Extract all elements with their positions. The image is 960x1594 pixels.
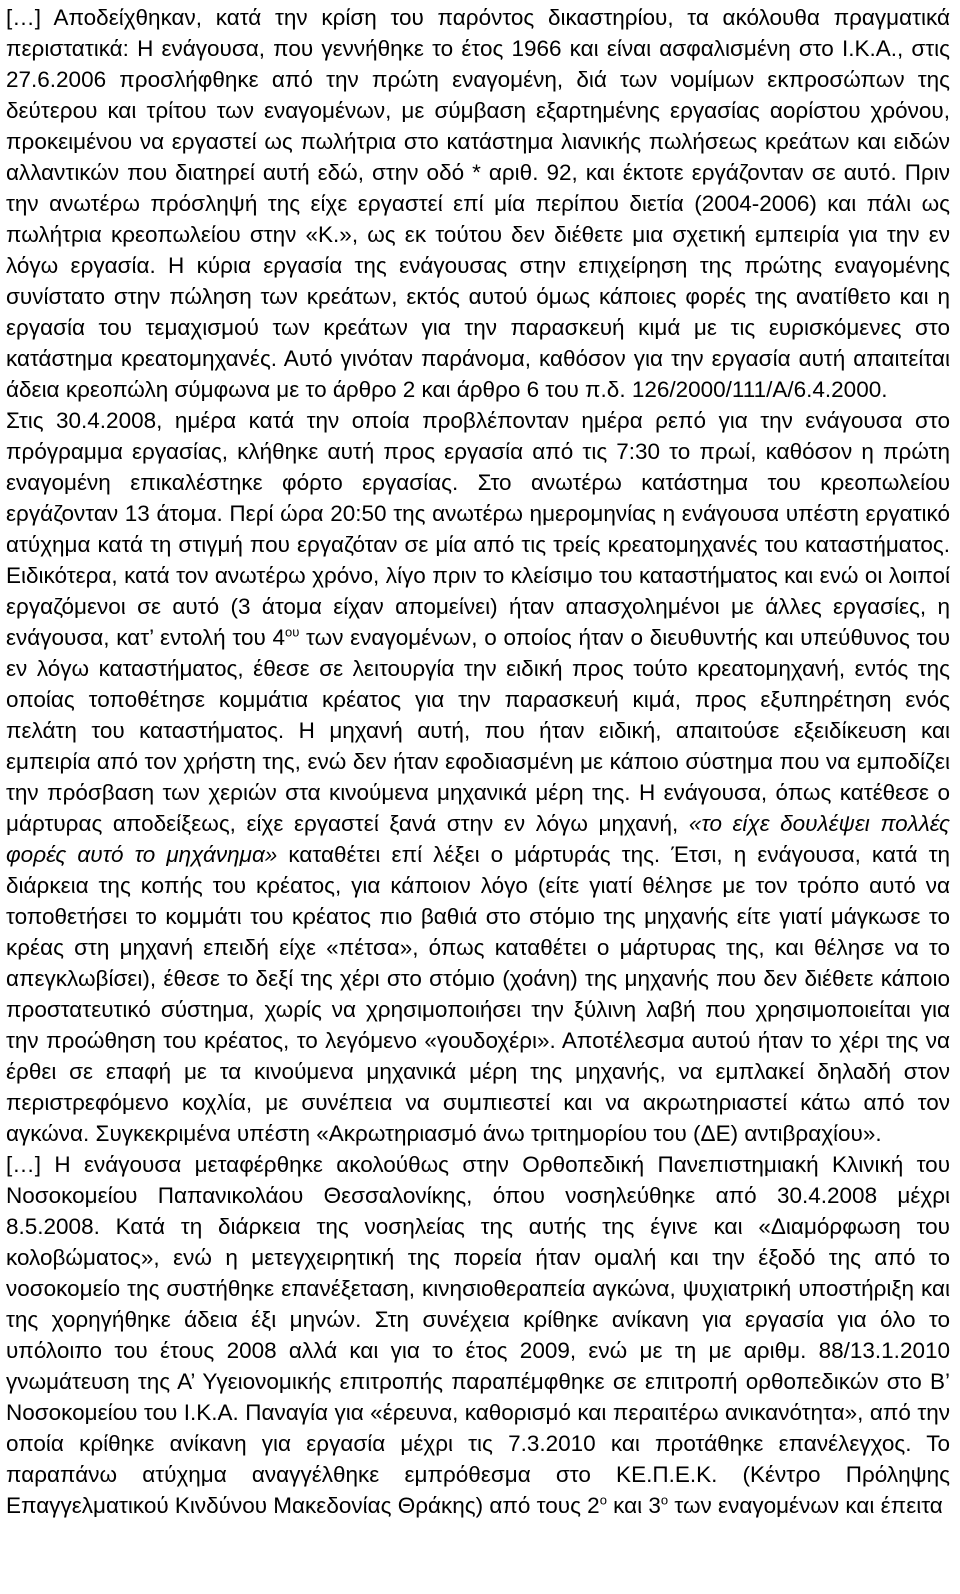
paragraph-facts [6, 2, 950, 405]
paragraph-facts-text: […] Αποδείχθηκαν, κατά την κρίση του παρόντος δικαστηρίου, τα ακόλουθα πραγματικά περιστατικά: Η ενάγουσα, που γεννήθηκε το έτος 1966 και είναι ασφαλισμένη στο Ι.Κ.Α., στις 27.6.2006 προσλήφθηκε από την πρώτη εναγομένη, διά των νομίμων εκπροσώπων της δεύτερου και τρίτου των εναγομένων, με σύμβαση εξαρτημένης εργασίας αορίστου χρόνου, προκειμένου να εργαστεί ως πωλήτρια στο κατάστημα λιανικής πωλήσεως κρεάτων και ειδών αλλαντικών που διατηρεί αυτή εδώ, στην οδό * αριθ. 92, και έκτοτε εργάζονταν σε αυτό. Πριν την ανωτέρω πρόσληψή της είχε εργαστεί επί μία περίπου διετία (2004-2006) και πάλι ως πωλήτρια κρεοπωλείου στην «Κ.», ως εκ τούτου δεν διέθετε μια σχετική εμπειρία για την εν λόγω εργασία. Η κύρια εργασία της ενάγουσας στην επιχείρηση της πρώτης εναγομένης συνίστατο στην πώληση των κρεάτων, εκτός αυτού όμως κάποιες φορές της ανατίθετο και η εργασία του τεμαχισμού των κρεάτων για την παρασκευή κιμά με τις ευρισκόμενες στο κατάστημα κρεατομηχανές. Αυτό γινόταν παράνομα, καθόσον για την εργασία αυτή απαιτείται άδεια κρεοπώλη σύμφωνα με το άρθρο 2 και άρθρο 6 του π.δ. 126/2000/111/Α/6.4.2000. [6, 5, 950, 402]
witness-quote: «το είχε δουλέψει πολλές φορές αυτό το μηχάνημα» [6, 811, 950, 867]
paragraph-hospitalization-text-2: και 3 [606, 1493, 661, 1518]
paragraph-accident-text-1: Στις 30.4.2008, ημέρα κατά την οποία προβλέπονταν ημέρα ρεπό για την ενάγουσα στο πρόγραμμα εργασίας, κλήθηκε αυτή προς εργασία από τις 7:30 το πρωί, καθόσον η πρώτη εναγομένη επικαλέστηκε φόρτο εργασίας. Στο ανωτέρω κατάστημα του κρεοπωλείου εργάζονταν 13 άτομα. Περί ώρα 20:50 της ανωτέρω ημερομηνίας η ενάγουσα υπέστη εργατικό ατύχημα κατά τη στιγμή που εργαζόταν σε μία από τις τρείς κρεατομηχανές του καταστήματος. Ειδικότερα, κατά τον ανωτέρω χρόνο, λίγο πριν το κλείσιμο του καταστήματος και ενώ οι λοιποί εργαζόμενοι σε αυτό (3 άτομα είχαν απομείνει) ήταν απασχολημένοι με άλλες εργασίες, η ενάγουσα, κατ’ εντολή του 4 [6, 408, 950, 650]
ordinal-suffix-2: ο [599, 1492, 607, 1508]
paragraph-accident [6, 405, 950, 1149]
ordinal-suffix: ου [285, 624, 300, 640]
paragraph-hospitalization-text-3: των εναγομένων και έπειτα [668, 1493, 943, 1518]
paragraph-accident-text-2: των εναγομένων, ο οποίος ήταν ο διευθυντής και υπεύθυνος του εν λόγω καταστήματος, έθεσε σε λειτουργία την ειδική προς τούτο κρεατομηχανή, εντός της οποίας τοποθέτησε κομμάτια κρέατος για την παρασκευή κιμά, προς εξυπηρέτηση ενός πελάτη του καταστήματος. Η μηχανή αυτή, που ήταν ειδική, απαιτούσε εξειδίκευση και εμπειρία από τον χρήστη της, ενώ δεν ήταν εφοδιασμένη με κάποιο σύστημα που να εμποδίζει την πρόσβαση των χεριών στα κινούμενα μηχανικά μέρη της. Η ενάγουσα, όπως κατέθεσε ο μάρτυρας αποδείξεως, είχε εργαστεί ξανά στην εν λόγω μηχανή, [6, 625, 950, 836]
paragraph-hospitalization [6, 1149, 950, 1521]
paragraph-accident-text-3: καταθέτει επί λέξει ο μάρτυράς της. Έτσι, η ενάγουσα, κατά τη διάρκεια της κοπής του κρέατος, για κάποιον λόγο (είτε γιατί θέλησε με τον τρόπο αυτό να τοποθετήσει το κομμάτι του κρέατος πιο βαθιά στο στόμιο της μηχανής είτε γιατί μάγκωσε το κρέας στη μηχανή επειδή είχε «πέτσα», όπως καταθέτει ο μάρτυρας της, και θέλησε να το απεγκλωβίσει), έθεσε το δεξί της χέρι στο στόμιο (χοάνη) της μηχανής που δεν διέθετε κάποιο προστατευτικό σύστημα, χωρίς να χρησιμοποιήσει την ξύλινη λαβή που χρησιμοποιείται για την προώθηση του κρέατος, το λεγόμενο «γουδοχέρι». Αποτέλεσμα αυτού ήταν το χέρι της να έρθει σε επαφή με τα κινούμενα μηχανικά μέρη της μηχανής, να εμπλακεί δηλαδή στον περιστρεφόμενο κοχλία, με συνέπεια να συμπιεστεί και να ακρωτηριαστεί κάτω από τον αγκώνα. Συγκεκριμένα υπέστη «Ακρωτηριασμό άνω τριτημορίου του (ΔΕ) αντιβραχίου». [6, 842, 950, 1146]
ordinal-suffix-3: ο [660, 1492, 669, 1508]
paragraph-hospitalization-text-1: […] Η ενάγουσα μεταφέρθηκε ακολούθως στην Ορθοπεδική Πανεπιστημιακή Κλινική του Νοσοκομείου Παπανικολάου Θεσσαλονίκης, όπου νοσηλεύθηκε από 30.4.2008 μέχρι 8.5.2008. Κατά τη διάρκεια της νοσηλείας της αυτής της έγινε και «Διαμόρφωση του κολοβώματος», ενώ η μετεγχειρητική της πορεία ήταν ομαλή και την έξοδό της από το νοσοκομείο της συστήθηκε επανέξεταση, κινησιοθεραπεία αγκώνα, ψυχιατρική υποστήριξη και της χορηγήθηκε άδεια έξι μηνών. Στη συνέχεια κρίθηκε ανίκανη για εργασία για όλο το υπόλοιπο του έτους 2008 αλλά και για το έτος 2009, ενώ με τη με αριθμ. 88/13.1.2010 γνωμάτευση της Α’ Υγειονομικής επιτροπής παραπέμφθηκε σε επιτροπή ορθοπεδικών στο Β’ Νοσοκομείου του Ι.Κ.Α. Παναγία για «έρευνα, καθορισμό και περαιτέρω ανικανότητα», από την οποία κρίθηκε ανίκανη για εργασία μέχρι τις 7.3.2010 και προτάθηκε επανέλεγχος. Το παραπάνω ατύχημα αναγγέλθηκε εμπρόθεσμα στο ΚΕ.Π.Ε.Κ. (Κέντρο Πρόληψης Επαγγελματικού Κινδύνου Μακεδονίας Θράκης) από τους 2 [6, 1152, 950, 1518]
